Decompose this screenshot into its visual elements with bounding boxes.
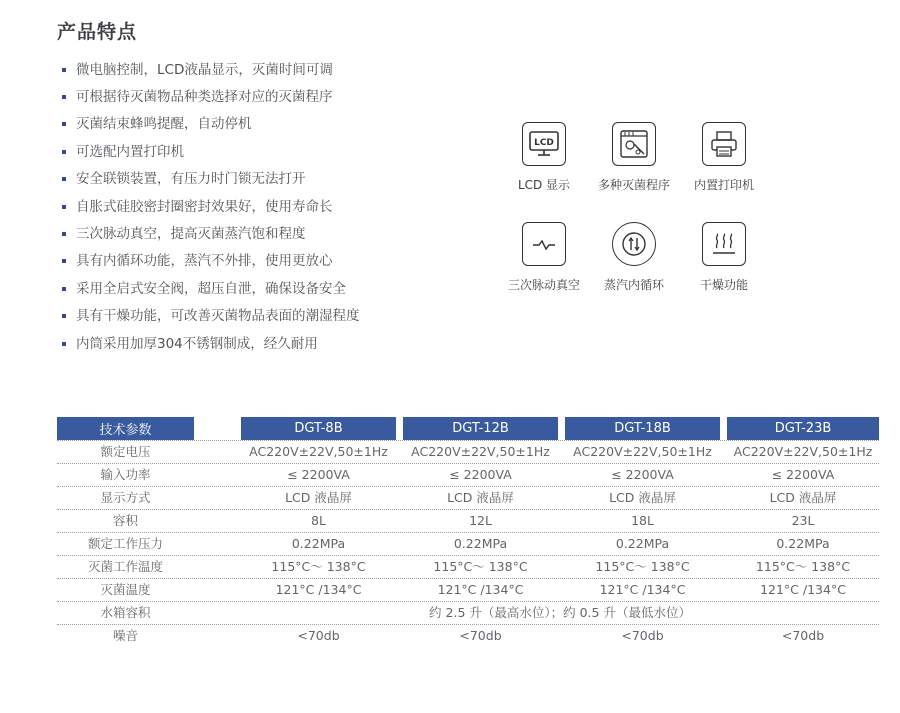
row-value: LCD 液晶屏 bbox=[769, 490, 837, 505]
row-value: ≤ 2200VA bbox=[449, 467, 512, 482]
icon-label: 多种灭菌程序 bbox=[597, 178, 670, 192]
feature-item bbox=[60, 111, 360, 138]
bullet-icon bbox=[62, 314, 66, 318]
feature-text: 安全联锁装置，有压力时门锁无法打开 bbox=[76, 171, 306, 188]
row-value: ≤ 2200VA bbox=[771, 467, 835, 482]
feature-item bbox=[60, 275, 360, 302]
row-label: 输入功率 bbox=[100, 467, 151, 482]
row-value: AC220V±22V,50±1Hz bbox=[573, 444, 712, 459]
feature-text: 可选配内置打印机 bbox=[76, 143, 184, 160]
feature-text: 自胀式硅胶密封圈密封效果好，使用寿命长 bbox=[76, 198, 333, 215]
feature-text: 微电脑控制，LCD液晶显示，灭菌时间可调 bbox=[76, 61, 333, 78]
model-header: DGT-12B bbox=[403, 417, 558, 440]
row-value: LCD 液晶屏 bbox=[609, 490, 676, 505]
feature-item bbox=[60, 330, 360, 357]
program-icon bbox=[612, 122, 656, 166]
bullet-icon bbox=[62, 205, 66, 209]
svg-text:LCD: LCD bbox=[534, 138, 554, 148]
icon-drying bbox=[674, 222, 774, 293]
row-value: ≤ 2200VA bbox=[287, 467, 350, 482]
row-value: 0.22MPa bbox=[776, 536, 830, 551]
row-label: 额定工作压力 bbox=[87, 536, 163, 551]
feature-item bbox=[60, 220, 360, 247]
row-label: 灭菌工作温度 bbox=[87, 559, 163, 574]
row-value: AC220V±22V,50±1Hz bbox=[249, 444, 388, 459]
icon-programs bbox=[584, 122, 684, 193]
row-value: 115°C～ 138°C bbox=[595, 559, 690, 574]
icon-label: LCD 显示 bbox=[517, 178, 571, 192]
row-value: 121°C /134°C bbox=[760, 582, 846, 597]
row-value: 0.22MPa bbox=[615, 536, 670, 551]
row-value: 23L bbox=[791, 513, 815, 528]
feature-item bbox=[60, 83, 360, 110]
feature-item bbox=[60, 138, 360, 165]
row-value: <70db bbox=[297, 628, 340, 643]
row-value: 121°C /134°C bbox=[275, 582, 362, 597]
row-merged-value: 约 2.5 升（最高水位）；约 0.5 升（最低水位） bbox=[429, 605, 691, 620]
model-header: DGT-23B bbox=[727, 417, 879, 440]
row-value: 115°C～ 138°C bbox=[271, 559, 366, 574]
row-value: <70db bbox=[781, 628, 825, 643]
feature-item bbox=[60, 56, 360, 83]
row-label: 额定电压 bbox=[100, 444, 151, 459]
model-header: DGT-8B bbox=[241, 417, 396, 440]
model-header: DGT-18B bbox=[565, 417, 720, 440]
bullet-icon bbox=[62, 259, 66, 263]
icon-label: 蒸汽内循环 bbox=[603, 278, 664, 292]
row-value: 115°C～ 138°C bbox=[755, 559, 851, 574]
icon-label: 内置打印机 bbox=[693, 178, 754, 192]
bullet-icon bbox=[62, 342, 66, 346]
bullet-icon bbox=[62, 287, 66, 291]
row-value: 0.22MPa bbox=[453, 536, 508, 551]
row-value: AC220V±22V,50±1Hz bbox=[411, 444, 550, 459]
icon-label: 三次脉动真空 bbox=[507, 278, 580, 292]
icon-lcd bbox=[494, 122, 594, 193]
row-value: 18L bbox=[631, 513, 654, 528]
row-value: LCD 液晶屏 bbox=[285, 490, 352, 505]
feature-item bbox=[60, 303, 360, 330]
circulation-icon bbox=[612, 222, 656, 266]
drying-icon bbox=[702, 222, 746, 266]
row-value: 121°C /134°C bbox=[599, 582, 686, 597]
icon-vacuum bbox=[494, 222, 594, 293]
feature-text: 灭菌结束蜂鸣提醒，自动停机 bbox=[76, 116, 252, 133]
icon-label: 干燥功能 bbox=[699, 278, 748, 292]
row-value: LCD 液晶屏 bbox=[447, 490, 514, 505]
icon-circulation bbox=[584, 222, 684, 293]
bullet-icon bbox=[62, 177, 66, 181]
feature-item bbox=[60, 248, 360, 275]
feature-text: 具有干燥功能，可改善灭菌物品表面的潮湿程度 bbox=[76, 308, 360, 325]
row-value: 8L bbox=[311, 513, 326, 528]
row-label: 噪音 bbox=[112, 628, 138, 643]
section-title: 产品特点 bbox=[57, 21, 138, 43]
feature-item bbox=[60, 193, 360, 220]
row-value: AC220V±22V,50±1Hz bbox=[733, 444, 873, 459]
row-value: <70db bbox=[621, 628, 664, 643]
printer-icon bbox=[702, 122, 746, 166]
bullet-icon bbox=[62, 95, 66, 99]
feature-text: 内筒采用加厚304不锈钢制成，经久耐用 bbox=[76, 335, 318, 352]
feature-text: 具有内循环功能，蒸汽不外排，使用更放心 bbox=[76, 253, 333, 270]
row-value: <70db bbox=[459, 628, 502, 643]
row-label: 水箱容积 bbox=[100, 605, 151, 620]
row-value: ≤ 2200VA bbox=[611, 467, 674, 482]
row-label: 容积 bbox=[112, 513, 138, 528]
bullet-icon bbox=[62, 150, 66, 154]
feature-list bbox=[60, 56, 360, 357]
lcd-icon bbox=[522, 122, 566, 166]
feature-item bbox=[60, 166, 360, 193]
row-value: 121°C /134°C bbox=[437, 582, 524, 597]
bullet-icon bbox=[62, 232, 66, 236]
bullet-icon bbox=[62, 122, 66, 126]
feature-text: 可根据待灭菌物品种类选择对应的灭菌程序 bbox=[76, 89, 333, 106]
icon-printer bbox=[674, 122, 774, 193]
row-label: 灭菌温度 bbox=[100, 582, 151, 597]
spec-header-label: 技术参数 bbox=[57, 417, 194, 440]
row-value: 0.22MPa bbox=[291, 536, 346, 551]
vacuum-icon bbox=[522, 222, 566, 266]
feature-text: 三次脉动真空，提高灭菌蒸汽饱和程度 bbox=[76, 226, 306, 243]
row-label: 显示方式 bbox=[100, 490, 151, 505]
row-value: 12L bbox=[469, 513, 492, 528]
feature-text: 采用全启式安全阀，超压自泄，确保设备安全 bbox=[76, 280, 346, 297]
row-value: 115°C～ 138°C bbox=[433, 559, 528, 574]
bullet-icon bbox=[62, 68, 66, 72]
